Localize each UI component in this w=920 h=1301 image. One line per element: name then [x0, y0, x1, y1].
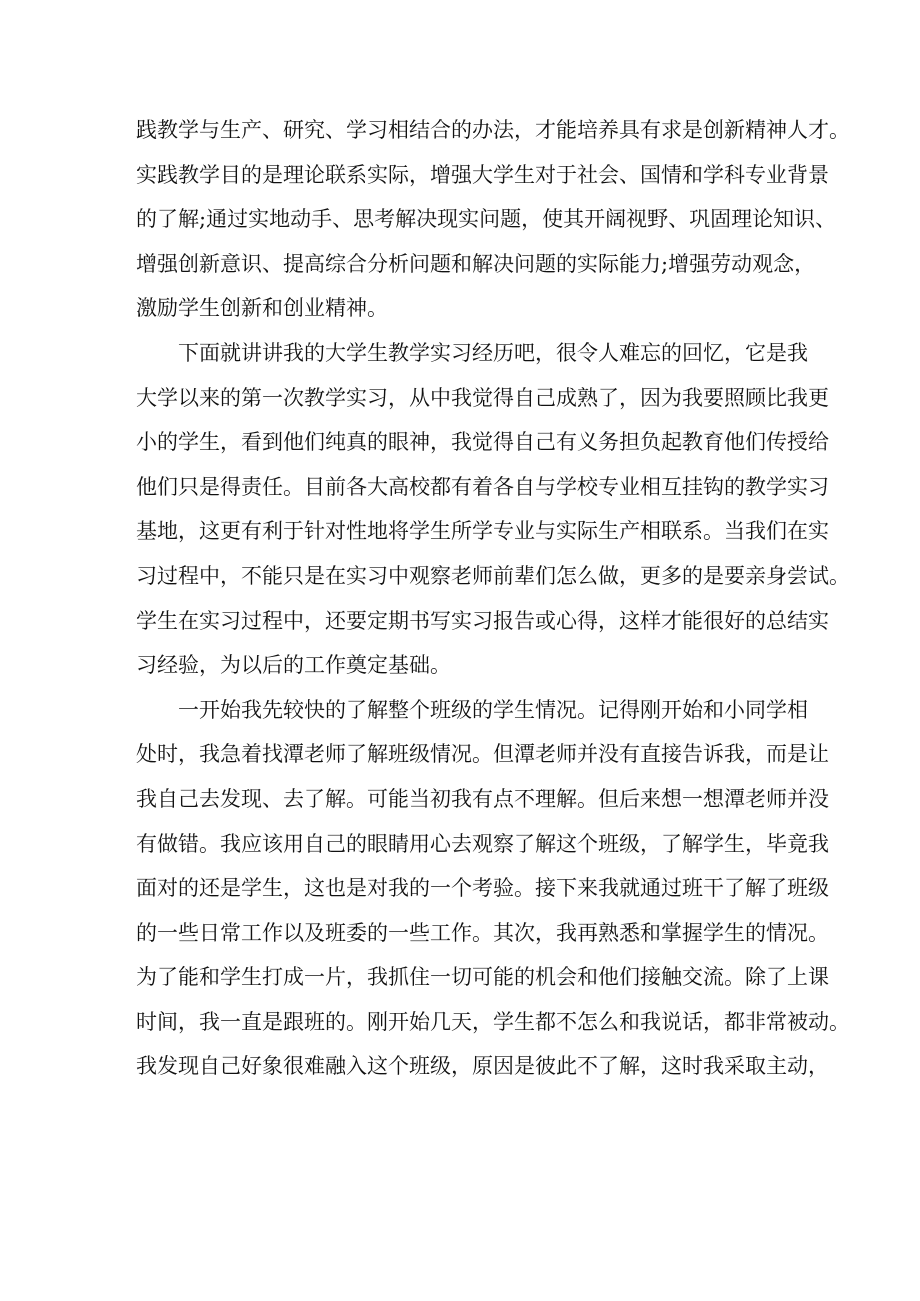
text-line: 为了能和学生打成一片，我抓住一切可能的机会和他们接触交流。除了上课	[136, 965, 829, 990]
text-line: 处时，我急着找潭老师了解班级情况。但潭老师并没有直接告诉我，而是让	[136, 742, 829, 767]
text-line: 习过程中，不能只是在实习中观察老师前辈们怎么做，更多的是要亲身尝试。	[136, 563, 850, 588]
paragraph-3	[136, 688, 850, 1089]
text-line: 学生在实习过程中，还要定期书写实习报告或心得，这样才能很好的总结实	[136, 608, 829, 633]
text-line: 大学以来的第一次教学实习，从中我觉得自己成熟了，因为我要照顾比我更	[136, 385, 829, 410]
text-line: 面对的还是学生，这也是对我的一个考验。接下来我就通过班干了解了班级	[136, 876, 829, 901]
document-body	[136, 108, 850, 1089]
text-line: 基地，这更有利于针对性地将学生所学专业与实际生产相联系。当我们在实	[136, 519, 829, 544]
text-line: 的了解;通过实地动手、思考解决现实问题，使其开阔视野、巩固理论知识、	[136, 207, 837, 232]
text-line: 的一些日常工作以及班委的一些工作。其次，我再熟悉和掌握学生的情况。	[136, 920, 829, 945]
text-line: 小的学生，看到他们纯真的眼神，我觉得自己有义务担负起教育他们传授给	[136, 430, 829, 455]
text-line: 有做错。我应该用自己的眼睛用心去观察了解这个班级，了解学生，毕竟我	[136, 831, 829, 856]
text-line: 一开始我先较快的了解整个班级的学生情况。记得刚开始和小同学相	[178, 697, 808, 722]
text-line: 他们只是得责任。目前各大高校都有着各自与学校专业相互挂钩的教学实习	[136, 474, 829, 499]
text-line: 实践教学目的是理论联系实际，增强大学生对于社会、国情和学科专业背景	[136, 162, 829, 187]
text-line: 激励学生创新和创业精神。	[136, 296, 388, 321]
text-line: 我自己去发现、去了解。可能当初我有点不理解。但后来想一想潭老师并没	[136, 786, 829, 811]
paragraph-1	[136, 108, 850, 331]
text-line: 习经验，为以后的工作奠定基础。	[136, 653, 451, 678]
text-line: 增强创新意识、提高综合分析问题和解决问题的实际能力;增强劳动观念，	[136, 251, 816, 276]
text-line: 践教学与生产、研究、学习相结合的办法，才能培养具有求是创新精神人才。	[136, 118, 850, 142]
text-line: 我发现自己好象很难融入这个班级，原因是彼此不了解，这时我采取主动，	[136, 1054, 829, 1079]
paragraph-2	[136, 331, 850, 688]
text-line: 时间，我一直是跟班的。刚开始几天，学生都不怎么和我说话，都非常被动。	[136, 1009, 850, 1034]
text-line: 下面就讲讲我的大学生教学实习经历吧，很令人难忘的回忆，它是我	[178, 340, 808, 365]
